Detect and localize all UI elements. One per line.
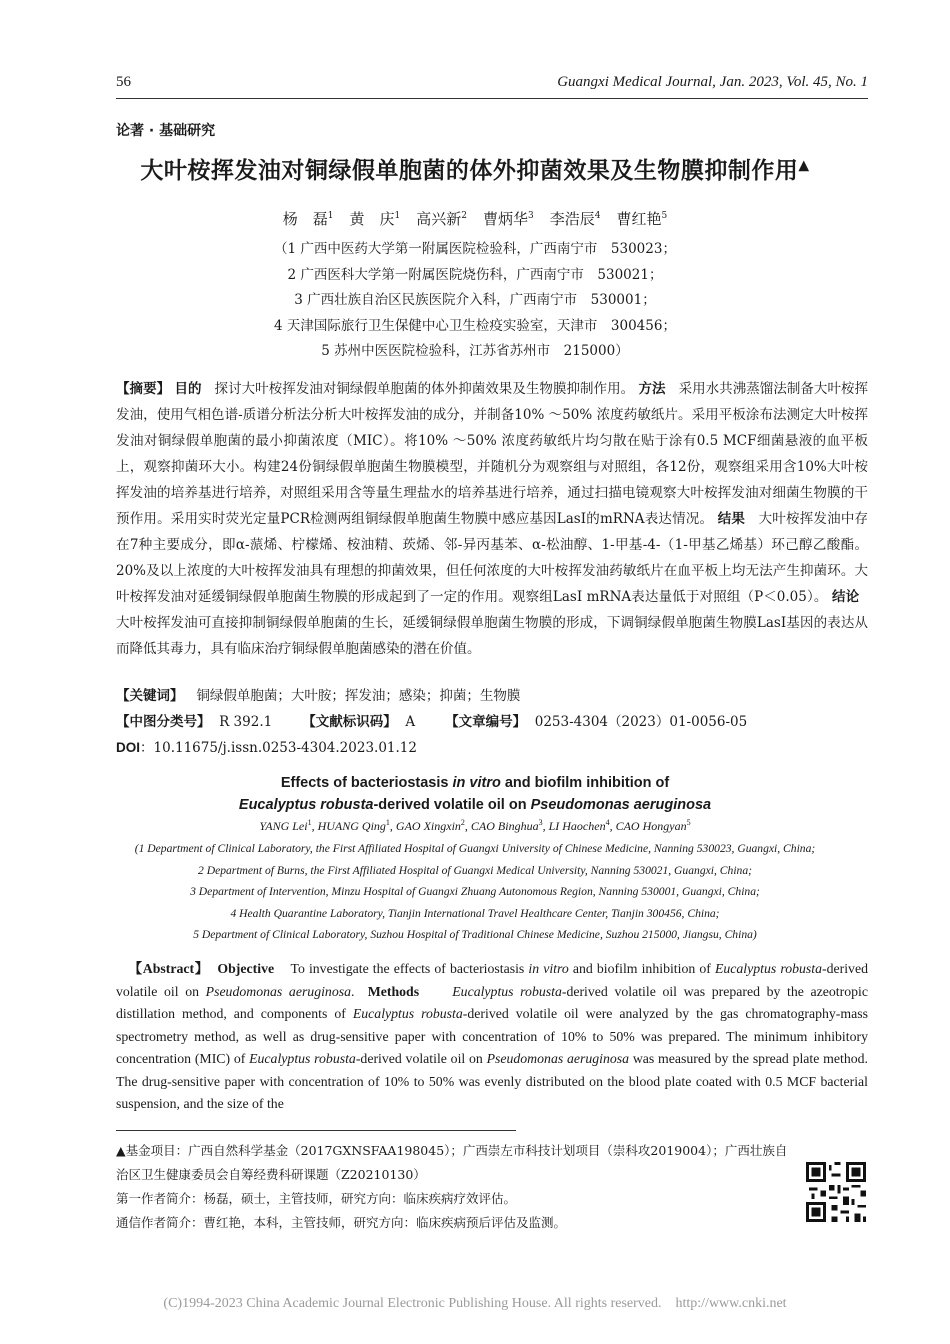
english-affiliation: (1 Department of Clinical Laboratory, the First Affiliated Hospital of Guangxi University of Chinese Medicine, Nanning 530023, Guangxi, China;: [134, 842, 816, 855]
author-name: GAO Xingxin: [395, 819, 461, 833]
article-number-label: 【文章编号】: [445, 714, 527, 730]
funding-footnote: ▲基金项目：广西自然科学基金（2017GXNSFAA198045）；广西崇左市科技计划项目（崇科攻2019004）；广西壮族自治区卫生健康委员会自筹经费科研课题（Z20210130）: [116, 1143, 788, 1182]
corresponding-author-footnote: 通信作者简介：曹红艳，本科，主管技师，研究方向：临床疾病预后评估及监测。: [116, 1215, 567, 1230]
author-name: 曹红艳: [616, 210, 662, 228]
clc-value: R 392.1: [219, 714, 273, 730]
first-author-footnote: 第一作者简介：杨磊，硕士，主管技师，研究方向：临床疾病疗效评估。: [116, 1191, 517, 1206]
en-text: .: [351, 983, 355, 999]
author: GAO Xingxin$^2$,: [395, 818, 471, 833]
en-text: -derived volatile oil were analyzed by the gas chromatography-mass spectrometry method, as well as drug-sensitive paper with concentration of 10% to 50% was prepared. The minimum inhibitory concentration (MIC) of: [116, 1006, 868, 1066]
author: CAO Binghua$^3$,: [470, 818, 549, 833]
chinese-abstract: [116, 376, 868, 662]
en-text: -derived volatile oil on: [355, 1051, 487, 1066]
conclusion-heading: 结论: [831, 589, 860, 605]
clc-label: 【中图分类号】: [116, 714, 211, 730]
author-name: 高兴新: [416, 210, 462, 228]
en-italic: in vitro: [528, 961, 569, 976]
footnote-rule: [116, 1130, 516, 1131]
doc-code-value: A: [405, 714, 416, 730]
chinese-title-text: 大叶桉挥发油对铜绿假单胞菌的体外抑菌效果及生物膜抑制作用: [140, 158, 799, 184]
en-italic: Eucalyptus robusta: [249, 1051, 356, 1066]
qr-code-icon: [806, 1162, 866, 1222]
en-text: and biofilm inhibition of: [568, 961, 715, 976]
en-title-italic: Pseudomonas aeruginosa: [530, 797, 712, 813]
keywords-label: 【关键词】: [116, 688, 184, 704]
author-name: LI Haochen: [548, 819, 606, 833]
author-affiliation-index: 4: [605, 818, 610, 827]
author: HUANG Qing$^1$,: [317, 818, 396, 833]
keywords: [116, 684, 868, 704]
classification-line: [116, 710, 868, 730]
en-text: was measured by the spread plate method. The drug-sensitive paper with concentration of 10% to 50% was evenly distributed on the blood plate coated with 0.5 MCF bacterial suspension, and the size of the: [116, 1051, 868, 1111]
author-name: 曹炳华: [483, 210, 529, 228]
author: LI Haochen$^4$,: [548, 818, 616, 833]
chinese-authors: [0, 208, 950, 229]
en-abstract-label: 【Abstract】: [128, 961, 210, 976]
author-name: 杨 磊: [282, 210, 328, 228]
en-italic: Eucalyptus robusta: [452, 983, 562, 999]
objective-text: 探讨大叶桉挥发油对铜绿假单胞菌的体外抑菌效果及生物膜抑制作用。: [214, 381, 635, 397]
en-text: -derived volatile oil was prepared by the azeotropic distillation method, and components of: [116, 983, 868, 1021]
en-objective-heading: Objective: [217, 961, 275, 976]
author: [483, 210, 534, 228]
author-affiliation-index: 1: [394, 211, 401, 221]
author-affiliation-index: 2: [460, 818, 465, 827]
english-affiliations: [0, 838, 950, 946]
author-name: CAO Binghua: [470, 819, 539, 833]
english-title: [0, 772, 950, 816]
author-affiliation-index: 5: [686, 818, 691, 827]
chinese-affiliation: 2 广西医科大学第一附属医院烧伤科，广西南宁市 530021；: [287, 266, 663, 283]
author-name: 李浩辰: [549, 210, 595, 228]
chinese-title: [0, 152, 950, 185]
author-name: HUANG Qing: [317, 819, 386, 833]
doi-line: [116, 736, 868, 756]
conclusion-text: 大叶桉挥发油可直接抑制铜绿假单胞菌的生长，延缓铜绿假单胞菌生物膜的形成，下调铜绿假单胞菌生物膜LasI基因的表达从而降低其毒力，具有临床治疗铜绿假单胞菌感染的潜在价值。: [116, 615, 868, 657]
en-text: -derived volatile oil on: [116, 961, 868, 999]
author: [616, 819, 691, 833]
en-title-part: Effects of bacteriostasis: [280, 775, 453, 791]
english-affiliation: 5 Department of Clinical Laboratory, Suzhou Hospital of Traditional Chinese Medicine, Suzhou 215000, Jiangsu, China): [193, 928, 757, 941]
en-title-part: -derived volatile oil on: [373, 797, 531, 813]
author: [550, 210, 601, 228]
methods-text: 采用水共沸蒸馏法制备大叶桉挥发油，使用气相色谱-质谱分析法分析大叶桉挥发油的成分，并制备10% ～50% 浓度药敏纸片。采用平板涂布法测定大叶桉挥发油对铜绿假单胞菌的最小抑菌浓度（MIC）。将10% ～50% 浓度药敏纸片均匀散在贴于涂有0.5 MCF细菌悬液的血平板上，观察抑菌环大小。构建24份铜绿假单胞菌生物膜模型，并随机分为观察组与对照组，各12份，观察组采用含10%大叶桉挥发油的培养基进行培养，对照组采用含等量生理盐水的培养基进行培养，通过扫描电镜观察大叶桉挥发油对细菌生物膜的干预作用。采用实时荧光定量PCR检测两组铜绿假单胞菌生物膜中感应基因LasI的mRNA表达情况。: [116, 381, 869, 527]
doc-code-label: 【文献标识码】: [302, 714, 397, 730]
header-rule: [116, 98, 868, 99]
author-affiliation-index: 3: [528, 211, 534, 221]
en-title-part: and biofilm inhibition of: [500, 775, 670, 791]
journal-citation: Guangxi Medical Journal, Jan. 2023, Vol. 45, No. 1: [557, 74, 868, 90]
author-affiliation-index: 4: [594, 211, 601, 221]
chinese-affiliation: 3 广西壮族自治区民族医院介入科，广西南宁市 530001；: [294, 292, 656, 308]
chinese-affiliation: 5 苏州中医医院检验科，江苏省苏州市 215000）: [321, 343, 629, 359]
english-affiliation: 4 Health Quarantine Laboratory, Tianjin International Travel Healthcare Center, Tianjin 300456, China;: [230, 906, 720, 920]
en-title-italic: Eucalyptus robusta: [238, 797, 374, 813]
author-affiliation-index: 2: [461, 211, 467, 221]
author-affiliation-index: 3: [538, 818, 543, 827]
author: YANG Lei$^1$,: [259, 818, 318, 833]
author-name: CAO Hongyan: [615, 819, 687, 833]
en-methods-heading: Methods: [367, 983, 420, 999]
author-affiliation-index: 1: [385, 818, 390, 827]
chinese-affiliation: （1 广西中医药大学第一附属医院检验科，广西南宁市 530023；: [274, 241, 676, 257]
author-affiliation-index: 1: [327, 211, 334, 221]
chinese-affiliations: [0, 237, 950, 365]
author: [416, 210, 467, 228]
doi-value: ：10.11675/j.issn.0253-4304.2023.01.12: [140, 740, 417, 756]
section-tag: 论著 · 基础研究: [116, 123, 216, 139]
en-text: To investigate the effects of bacteriostasis: [290, 961, 529, 976]
author: [617, 210, 668, 228]
objective-heading: 目的: [174, 381, 202, 397]
methods-heading: 方法: [638, 381, 666, 397]
author-name: YANG Lei: [259, 819, 308, 833]
keywords-text: 铜绿假单胞菌；大叶胺；挥发油；感染；抑菌；生物膜: [196, 688, 521, 704]
english-affiliation: 3 Department of Intervention, Minzu Hospital of Guangxi Zhuang Autonomous Region, Nanning 530001, Guangxi, China;: [190, 885, 760, 898]
results-text: 大叶桉挥发油中存在7种主要成分，即α-蒎烯、柠檬烯、桉油精、莰烯、邻-异丙基苯、α-松油醇、1-甲基-4-（1-甲基乙烯基）环己醇乙酸酯。20%及以上浓度的大叶桉挥发油具有理想的抑菌效果，但任何浓度的大叶桉挥发油药敏纸片在血平板上均无法产生抑菌环。大叶桉挥发油对延缓铜绿假单胞菌生物膜的形成起到了一定的作用。观察组LasI mRNA表达量低于对照组（P＜0.05）。: [116, 511, 869, 605]
results-heading: 结果: [717, 511, 746, 527]
abstract-label: 【摘要】: [116, 381, 171, 397]
author: [283, 210, 334, 228]
copyright-watermark: (C)1994-2023 China Academic Journal Electronic Publishing House. All rights reserved. http://www.cnki.net: [163, 1296, 787, 1311]
author: [350, 210, 401, 228]
doi-label: DOI: [116, 740, 141, 755]
footnotes: [116, 1139, 868, 1235]
chinese-affiliation: 4 天津国际旅行卫生保健中心卫生检疫实验室，天津市 300456；: [274, 317, 676, 334]
en-italic: Eucalyptus robusta: [352, 1006, 463, 1021]
english-authors: [0, 818, 950, 834]
en-italic: Pseudomonas aeruginosa: [486, 1051, 630, 1066]
article-number-value: 0253-4304（2023）01-0056-05: [534, 714, 748, 730]
english-abstract: [116, 958, 868, 1116]
en-italic: Eucalyptus robusta: [714, 961, 823, 976]
author-affiliation-index: 5: [661, 211, 668, 221]
page-number: 56: [116, 74, 131, 90]
author-affiliation-index: 1: [307, 818, 312, 827]
en-italic: Pseudomonas aeruginosa: [205, 983, 352, 999]
author-name: 黄 庆: [349, 210, 395, 228]
funding-mark: ▲: [798, 157, 810, 174]
en-title-italic: in vitro: [452, 775, 501, 791]
english-affiliation: 2 Department of Burns, the First Affiliated Hospital of Guangxi Medical University, Nanning 530021, Guangxi, China;: [198, 863, 752, 877]
